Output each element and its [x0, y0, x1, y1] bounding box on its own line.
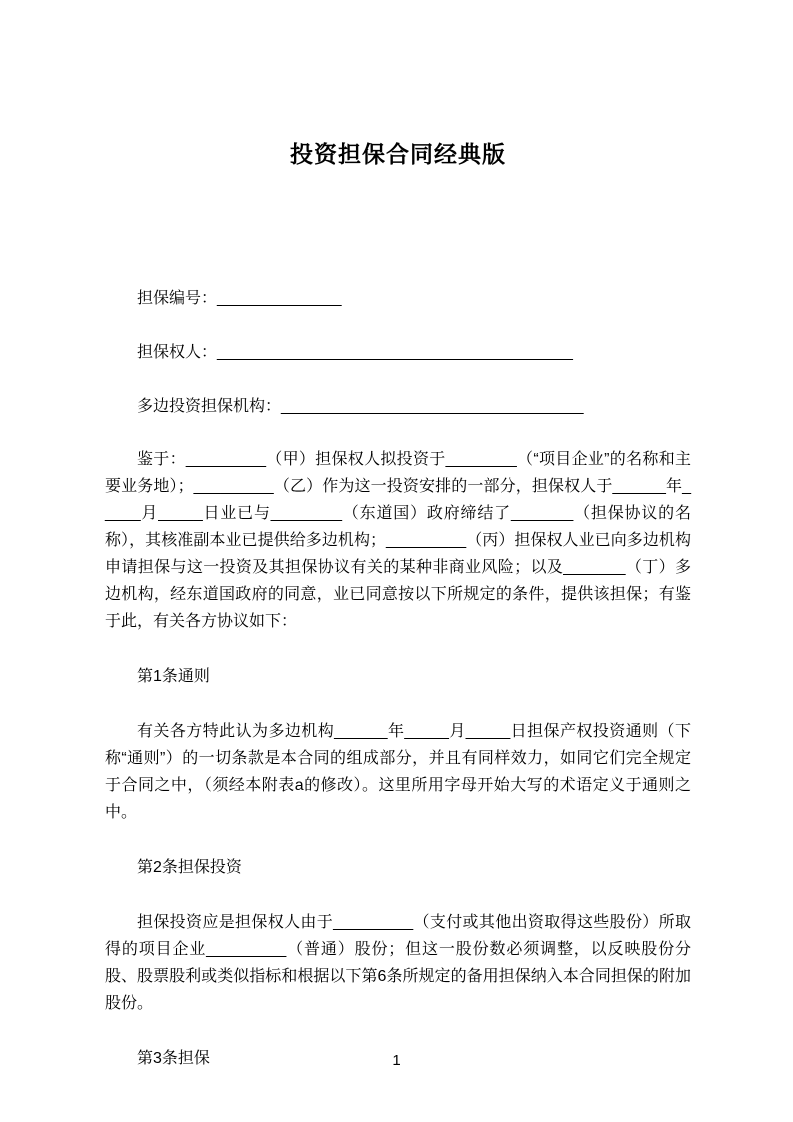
section-2-body: 担保投资应是担保权人由于_________（支付或其他出资取得这些股份）所取得的项目企业_________（普通）股份；但这一股份数必须调整，以反映股份分股、股票股利或类似指标和根据以下第6条所规定的备用担保纳入本合同担保的附加股份。	[105, 914, 691, 1012]
page-number: 1	[392, 1052, 401, 1069]
document-title: 投资担保合同经典版	[290, 141, 506, 167]
field-guarantee-holder: 担保权人：________________________________________	[137, 344, 573, 361]
field-multilateral-agency: 多边投资担保机构：__________________________________	[137, 398, 584, 415]
recitals-paragraph: 鉴于：_________（甲）担保权人拟投资于________（“项目企业”的名称和主要业务地）；_________（乙）作为这一投资安排的一部分，担保权人于______年_____月_____日业已与________（东道国）政府缔结了_______（担保协议的名称），其核准副本业已提供给多边机构；_________（丙）担保权人业已向多边机构申请担保与这一投资及其担保协议有关的某种非商业风险；以及_______（丁）多边机构，经东道国政府的同意，业已同意按以下所规定的条件，提供该担保；有鉴于此，有关各方协议如下：	[105, 451, 691, 630]
header-fields	[105, 288, 691, 418]
section-1-heading: 第1条通则	[137, 668, 210, 685]
section-1-body: 有关各方特此认为多边机构______年_____月_____日担保产权投资通则（下称“通则”）的一切条款是本合同的组成部分，并且有同样效力，如同它们完全规定于合同之中，（须经本附表a的修改）。这里所用字母开始大写的术语定义于通则之中。	[105, 723, 691, 821]
field-guarantee-number: 担保编号：______________	[137, 290, 342, 307]
section-3-heading: 第3条担保	[137, 1050, 210, 1067]
section-2-heading: 第2条担保投资	[137, 859, 242, 876]
